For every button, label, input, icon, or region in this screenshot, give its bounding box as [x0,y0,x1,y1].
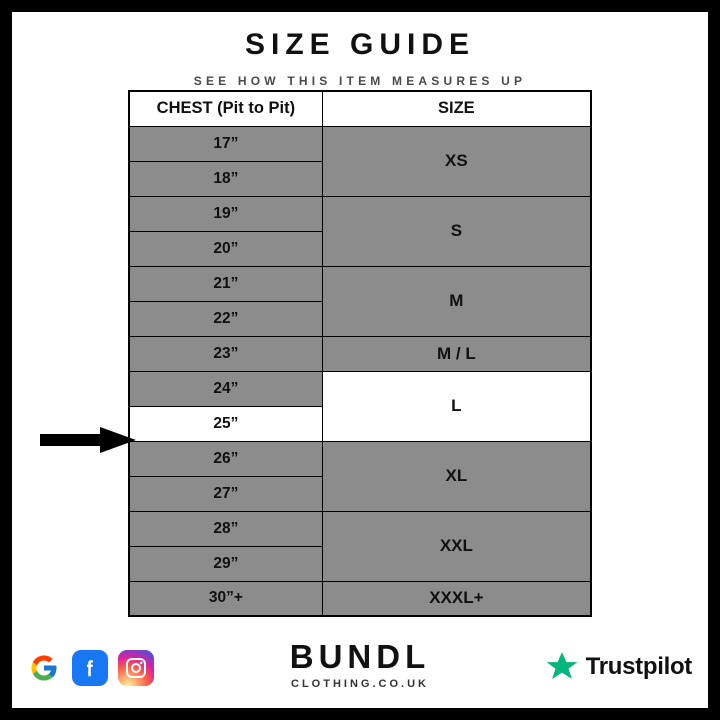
brand-name: BUNDL [289,638,431,676]
chest-cell-24: 24” [129,371,322,406]
chest-cell-29: 29” [129,546,322,581]
size-cell-s: S [322,196,591,266]
chest-cell-18: 18” [129,161,322,196]
table-row [129,266,591,301]
size-cell-m: M [322,266,591,336]
table-row [129,196,591,231]
chest-cell-19: 19” [129,196,322,231]
size-cell-xl: XL [322,441,591,511]
trustpilot-badge[interactable] [545,650,692,684]
footer [12,630,708,690]
size-table-container [128,90,592,617]
chest-cell-23: 23” [129,336,322,371]
brand-website: CLOTHING.CO.UK [291,678,429,690]
size-cell-ml: M / L [322,336,591,371]
trustpilot-label: Trustpilot [585,653,692,680]
size-pointer-arrow [40,427,136,453]
chest-cell-26: 26” [129,441,322,476]
table-header-row [129,91,591,126]
size-cell-xs: XS [322,126,591,196]
table-row [129,441,591,476]
size-guide-card [12,12,708,708]
chest-cell-28: 28” [129,511,322,546]
chest-cell-30plus: 30”+ [129,581,322,616]
chest-cell-27: 27” [129,476,322,511]
size-cell-xxl: XXL [322,511,591,581]
table-row [129,126,591,161]
chest-cell-17: 17” [129,126,322,161]
chest-cell-22: 22” [129,301,322,336]
column-header-chest: CHEST (Pit to Pit) [129,91,322,126]
size-cell-l-selected: L [322,371,591,441]
size-table [128,90,592,617]
page-title: SIZE GUIDE [244,28,476,61]
size-cell-xxxl: XXXL+ [322,581,591,616]
table-row [129,511,591,546]
chest-cell-20: 20” [129,231,322,266]
chest-cell-25-selected: 25” [129,406,322,441]
trustpilot-star-icon [545,650,579,684]
column-header-size: SIZE [322,91,591,126]
page-subtitle: SEE HOW THIS ITEM MEASURES UP [193,74,527,88]
table-row [129,581,591,616]
table-row-highlighted [129,371,591,406]
table-row [129,336,591,371]
chest-cell-21: 21” [129,266,322,301]
